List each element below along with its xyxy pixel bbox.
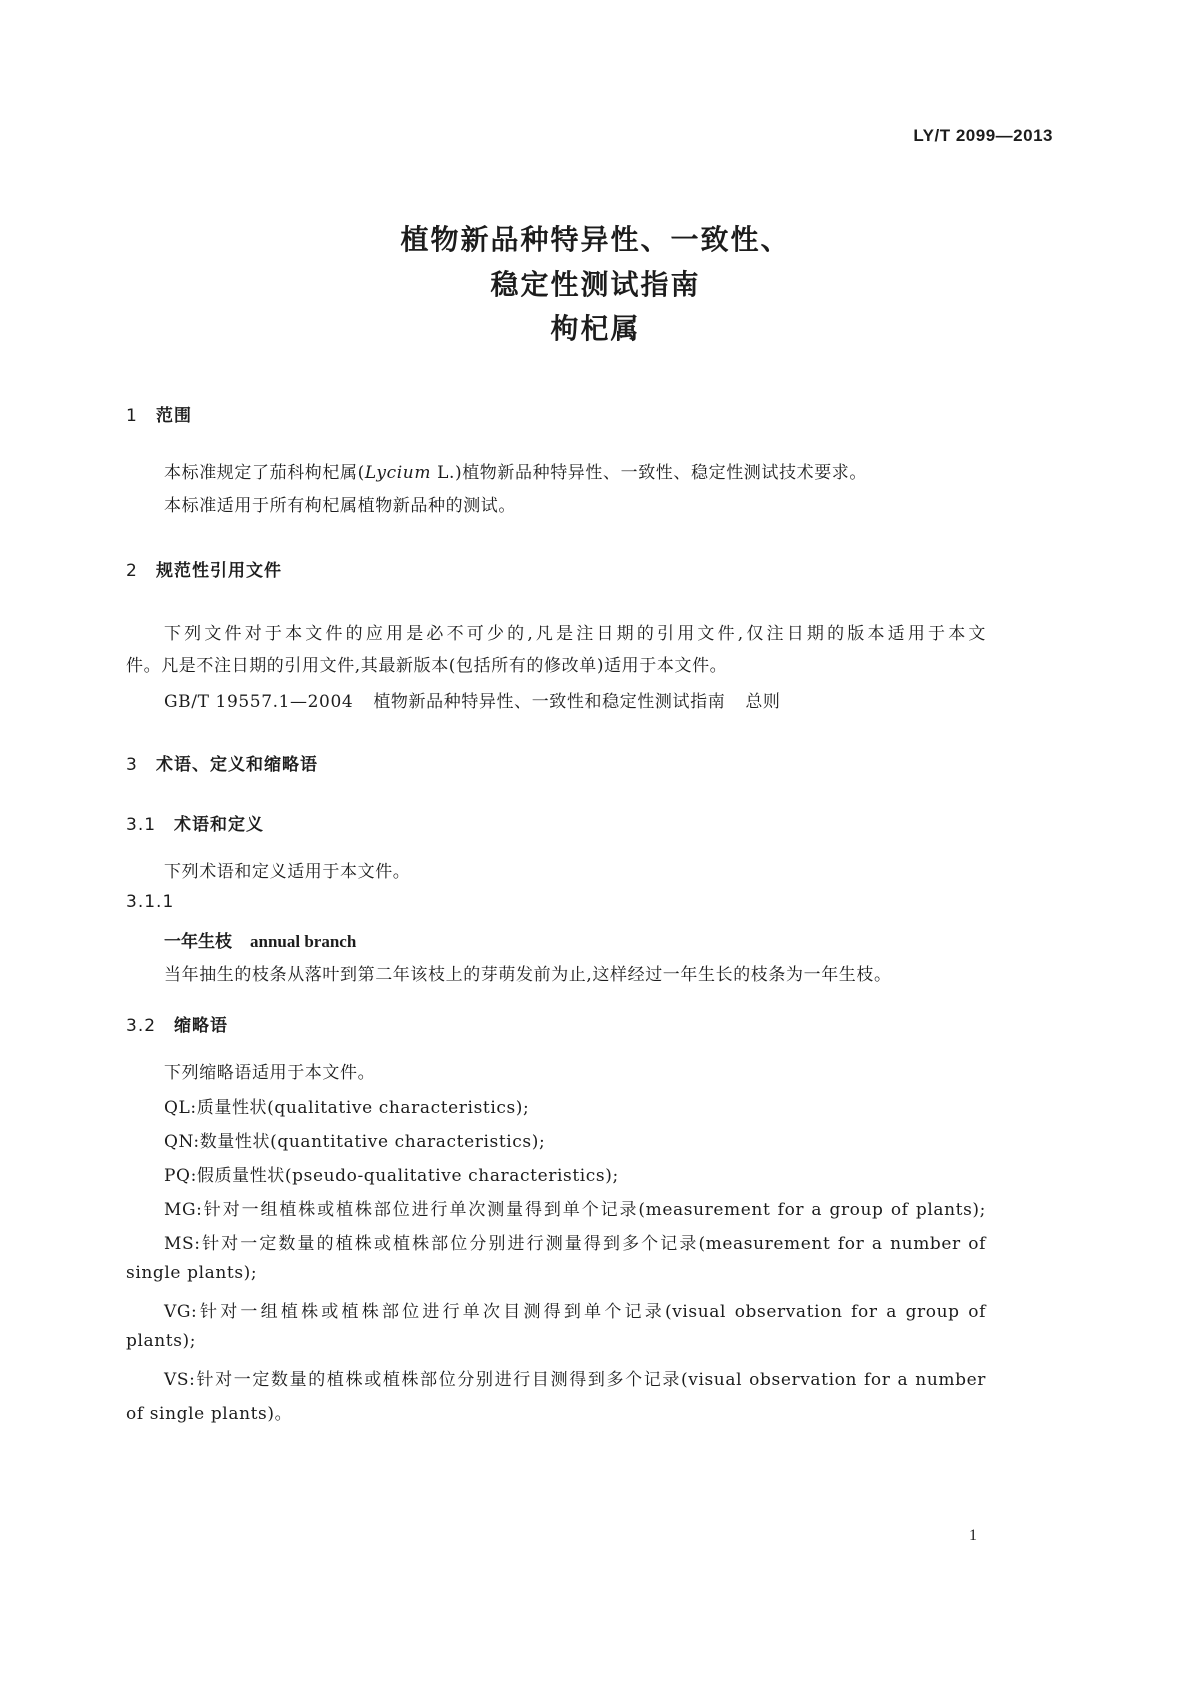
section-2-paragraph-line1: 下列文件对于本文件的应用是必不可少的,凡是注日期的引用文件,仅注日期的版本适用于本文: [164, 624, 986, 644]
term-entry: [164, 927, 356, 952]
section-number: 2: [126, 561, 138, 581]
reference-part: 总则: [745, 692, 781, 712]
abbreviation-vg-line2: plants);: [126, 1331, 197, 1351]
section-3-2-paragraph: 下列缩略语适用于本文件。: [164, 1063, 376, 1083]
section-number: 3.1.1: [126, 892, 175, 912]
term-definition: 当年抽生的枝条从落叶到第二年该枝上的芽萌发前为止,这样经过一年生长的枝条为一年生枝。: [164, 965, 892, 985]
standard-code: LY/T 2099—2013: [913, 126, 1053, 145]
abbreviation-qn: QN:数量性状(quantitative characteristics);: [164, 1132, 546, 1152]
abbreviation-vs-line2: of single plants)。: [126, 1404, 293, 1424]
abbreviation-mg: MG:针对一组植株或植株部位进行单次测量得到单个记录(measurement for a group of plants);: [164, 1200, 986, 1220]
abbreviation-ms-line1: MS:针对一定数量的植株或植株部位分别进行测量得到多个记录(measurement for a number of: [164, 1234, 986, 1254]
reference-title: 植物新品种特异性、一致性和稳定性测试指南: [373, 692, 726, 712]
reference-code: GB/T 19557.1—2004: [164, 692, 354, 712]
abbreviation-pq: PQ:假质量性状(pseudo-qualitative characteristics);: [164, 1166, 619, 1186]
abbreviation-ql: QL:质量性状(qualitative characteristics);: [164, 1098, 530, 1118]
section-number: 3: [126, 755, 138, 775]
section-3-heading: [126, 750, 318, 775]
section-1-heading: [126, 401, 192, 426]
text-run: 本标准规定了茄科枸杞属(: [164, 463, 365, 483]
latin-genus-name: Lycium: [364, 463, 432, 483]
section-3-2-heading: [126, 1011, 228, 1036]
document-title-line3: 枸杞属: [550, 312, 641, 345]
abbreviation-ms-line2: single plants);: [126, 1263, 258, 1283]
term-english: annual branch: [250, 932, 357, 951]
section-number: 3.2: [126, 1016, 157, 1036]
section-2-heading: [126, 556, 282, 581]
section-title: 范围: [156, 406, 192, 426]
text-run: L.)植物新品种特异性、一致性、稳定性测试技术要求。: [431, 463, 868, 483]
abbreviation-vg-line1: VG:针对一组植株或植株部位进行单次目测得到单个记录(visual observation for a group of: [164, 1302, 986, 1322]
section-3-1-1-number: [126, 892, 174, 912]
document-title-line2: 稳定性测试指南: [490, 268, 701, 301]
abbreviation-vs-line1: VS:针对一定数量的植株或植株部位分别进行目测得到多个记录(visual observation for a number: [164, 1370, 986, 1390]
section-1-paragraph-1: [164, 458, 867, 483]
section-title: 术语、定义和缩略语: [156, 755, 318, 775]
normative-reference: [164, 687, 781, 712]
document-title-line1: 植物新品种特异性、一致性、: [400, 223, 791, 256]
section-title: 术语和定义: [174, 815, 264, 835]
section-2-paragraph-line2: 件。凡是不注日期的引用文件,其最新版本(包括所有的修改单)适用于本文件。: [126, 656, 728, 676]
section-3-1-paragraph: 下列术语和定义适用于本文件。: [164, 862, 411, 882]
term-chinese: 一年生枝: [164, 932, 232, 952]
section-title: 缩略语: [174, 1016, 228, 1036]
section-number: 3.1: [126, 815, 157, 835]
section-3-1-heading: [126, 810, 264, 835]
section-number: 1: [126, 406, 138, 426]
section-1-paragraph-2: 本标准适用于所有枸杞属植物新品种的测试。: [164, 496, 516, 516]
section-title: 规范性引用文件: [156, 561, 282, 581]
page-number: 1: [969, 1527, 977, 1544]
